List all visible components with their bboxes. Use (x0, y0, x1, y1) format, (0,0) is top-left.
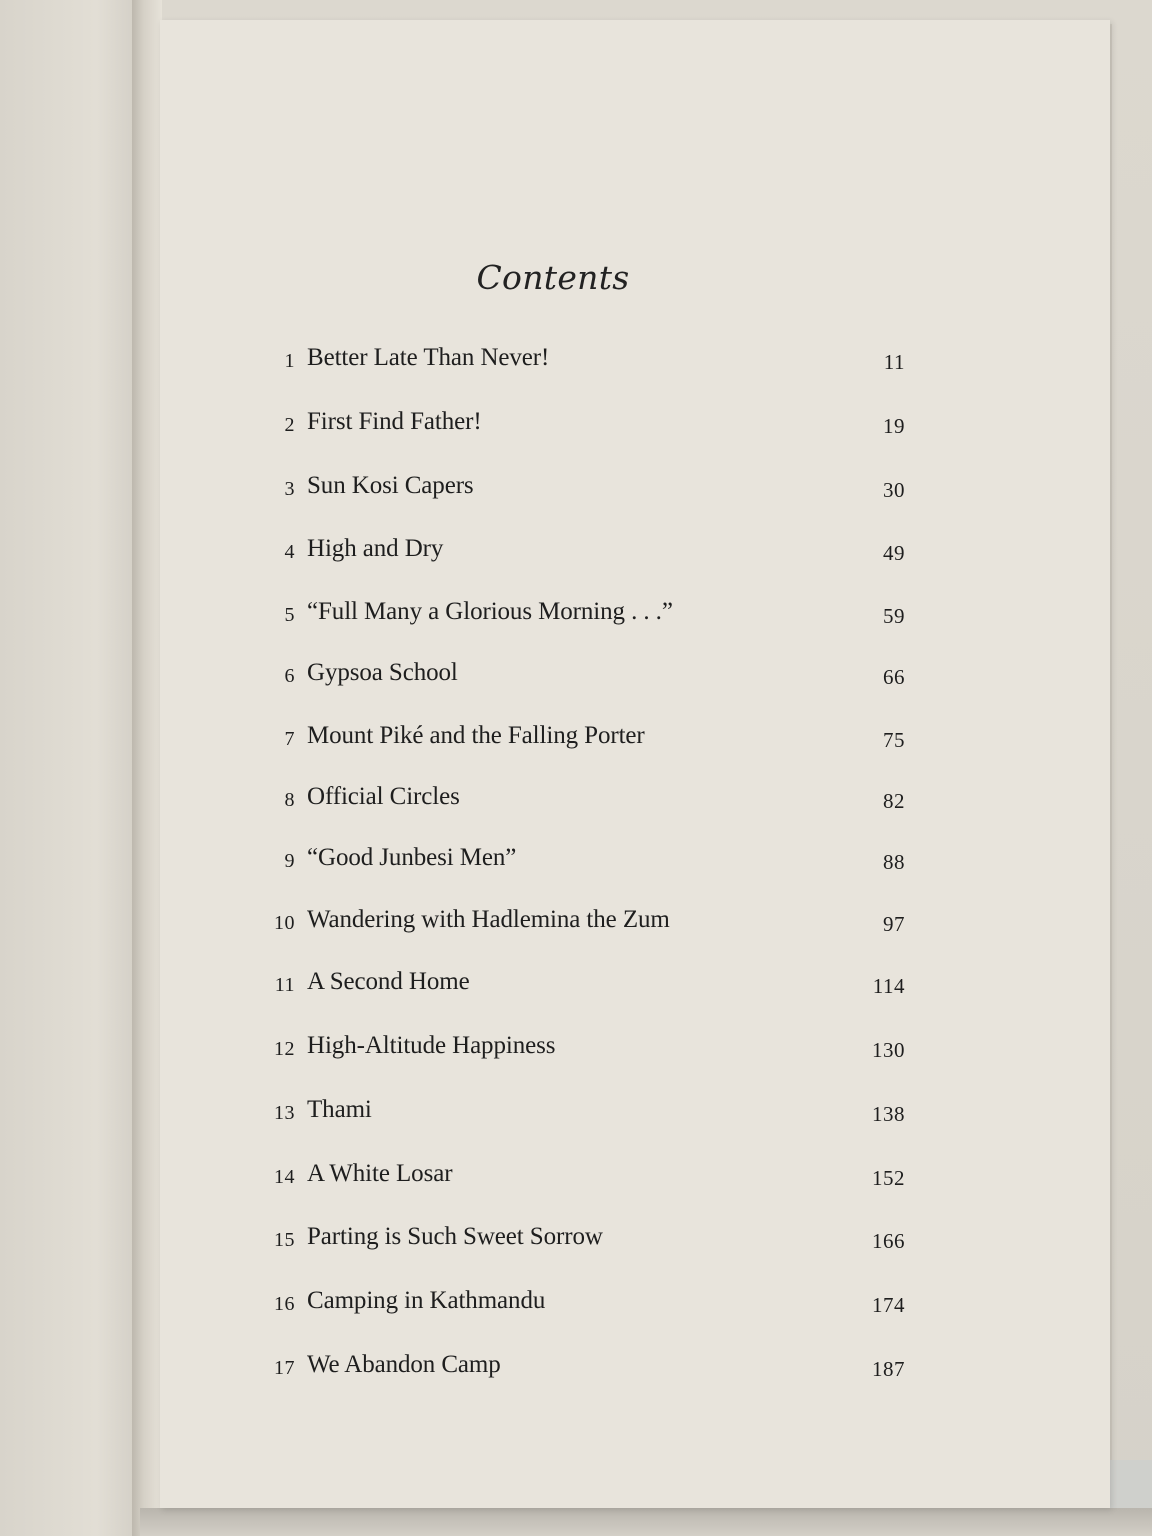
chapter-title: High-Altitude Happiness (307, 1032, 556, 1059)
page-title: Contents (476, 258, 630, 297)
page-number: 166 (872, 1229, 905, 1253)
chapter-number: 8 (284, 789, 295, 811)
toc-entry (255, 1223, 905, 1263)
chapter-number: 7 (284, 728, 295, 750)
page-number: 138 (872, 1102, 905, 1126)
toc-entry (255, 408, 905, 448)
page-number: 11 (883, 350, 905, 374)
chapter-title: Thami (307, 1096, 372, 1123)
chapter-number: 12 (274, 1038, 295, 1060)
chapter-title: Camping in Kathmandu (307, 1287, 546, 1314)
toc-entry (255, 1351, 905, 1391)
chapter-title: Official Circles (307, 783, 460, 810)
chapter-number: 1 (284, 350, 295, 372)
page-number: 152 (872, 1166, 905, 1190)
toc-entry (255, 1096, 905, 1136)
page-number: 82 (883, 789, 905, 813)
chapter-title: Parting is Such Sweet Sorrow (307, 1223, 603, 1250)
page-number: 88 (883, 850, 905, 874)
page-number: 49 (883, 541, 905, 565)
page-number: 66 (883, 665, 905, 689)
page-number: 75 (883, 728, 905, 752)
page-number: 130 (872, 1038, 905, 1062)
chapter-number: 14 (274, 1166, 295, 1188)
chapter-number: 3 (284, 478, 295, 500)
page-number: 19 (883, 414, 905, 438)
toc-entry (255, 968, 905, 1008)
toc-entry (255, 472, 905, 512)
page-number: 114 (872, 974, 905, 998)
toc-entry (255, 535, 905, 575)
chapter-number: 5 (284, 604, 295, 626)
toc-entry (255, 906, 905, 946)
page-number: 59 (883, 604, 905, 628)
chapter-title: Mount Piké and the Falling Porter (307, 722, 645, 749)
page-number: 174 (872, 1293, 905, 1317)
toc-entry (255, 844, 905, 884)
chapter-number: 11 (274, 974, 295, 996)
page-number: 30 (883, 478, 905, 502)
chapter-number: 16 (274, 1293, 295, 1315)
chapter-title: A White Losar (307, 1160, 453, 1187)
chapter-number: 17 (274, 1357, 295, 1379)
page-number: 97 (883, 912, 905, 936)
toc-entry (255, 783, 905, 823)
toc-entry (255, 722, 905, 762)
chapter-title: Sun Kosi Capers (307, 472, 474, 499)
chapter-title: A Second Home (307, 968, 470, 995)
chapter-title: Wandering with Hadlemina the Zum (307, 906, 670, 933)
toc-entry (255, 1287, 905, 1327)
toc-entry (255, 344, 905, 384)
chapter-number: 15 (274, 1229, 295, 1251)
chapter-title: First Find Father! (307, 408, 482, 435)
chapter-title: We Abandon Camp (307, 1351, 501, 1378)
chapter-title: “Good Junbesi Men” (307, 844, 517, 871)
chapter-number: 6 (284, 665, 295, 687)
chapter-number: 9 (284, 850, 295, 872)
chapter-title: Better Late Than Never! (307, 344, 550, 371)
toc-entry (255, 1160, 905, 1200)
page-number: 187 (872, 1357, 905, 1381)
chapter-number: 13 (274, 1102, 295, 1124)
toc-entry (255, 598, 905, 638)
toc-entry (255, 1032, 905, 1072)
chapter-title: Gypsoa School (307, 659, 458, 686)
chapter-number: 2 (284, 414, 295, 436)
chapter-title: “Full Many a Glorious Morning . . .” (307, 598, 673, 625)
toc-entry (255, 659, 905, 699)
chapter-number: 4 (284, 541, 295, 563)
chapter-number: 10 (274, 912, 295, 934)
chapter-title: High and Dry (307, 535, 444, 562)
